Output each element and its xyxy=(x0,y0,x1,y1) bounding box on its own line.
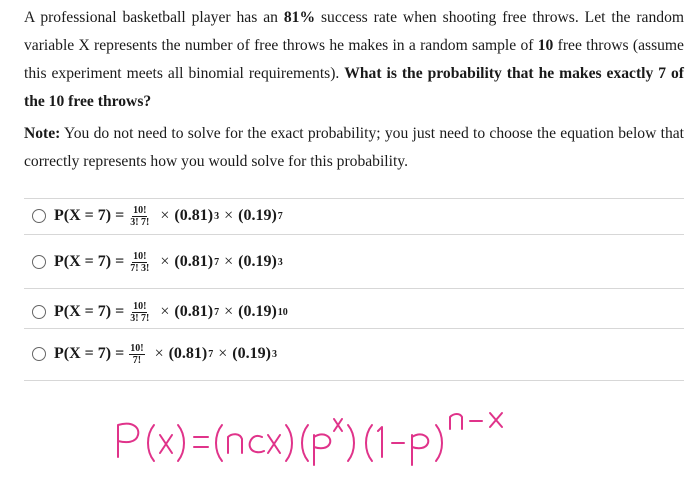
formula-1: P(X = 7) = $\frac{10!}{3! 7!}$ × (0.81) 3 × (0.19) 7 xyxy=(54,204,283,228)
formula-4: P(X = 7) = $\frac{10!}{7!}$ × (0.81) 7 × (0.19) 3 xyxy=(54,342,277,366)
fraction-1: $\frac{10!}{3! 7!}$ xyxy=(130,204,150,228)
question-ask: What is the probability that he makes exactly 7 of the 10 free throws? xyxy=(24,65,684,110)
note-text: Note: You do not need to solve for the exact probability; you just need to choose the equation below that correctly represents how you would solve for this probability. xyxy=(24,125,684,170)
radio-button-3[interactable] xyxy=(32,305,46,319)
radio-button-1[interactable] xyxy=(32,209,46,223)
divider xyxy=(24,380,684,381)
fraction-3: $\frac{10!}{3! 7!}$ xyxy=(130,300,150,324)
answer-option-4[interactable] xyxy=(24,326,684,382)
handwritten-formula xyxy=(110,405,530,475)
formula-2: P(X = 7) = $\frac{10!}{7! 3!}$ × (0.81) 7 × (0.19) 3 xyxy=(54,250,283,274)
question-text: A professional basketball player has an 81% success rate when shooting free throws. Let the random variable X represents the number of free throws he makes in a random sample of 10 free throws (assume this experiment meets all binomial requirements). What is the probability that he makes exactly 7 of the 10 free throws? xyxy=(24,9,684,110)
radio-button-4[interactable] xyxy=(32,347,46,361)
fraction-4: $\frac{10!}{7!}$ xyxy=(130,342,144,366)
note-label: Note: xyxy=(24,125,61,142)
formula-3: P(X = 7) = $\frac{10!}{3! 7!}$ × (0.81) 7 × (0.19) 10 xyxy=(54,300,288,324)
answer-option-2[interactable] xyxy=(24,234,684,290)
fraction-2: $\frac{10!}{7! 3!}$ xyxy=(130,250,150,274)
radio-button-2[interactable] xyxy=(32,255,46,269)
